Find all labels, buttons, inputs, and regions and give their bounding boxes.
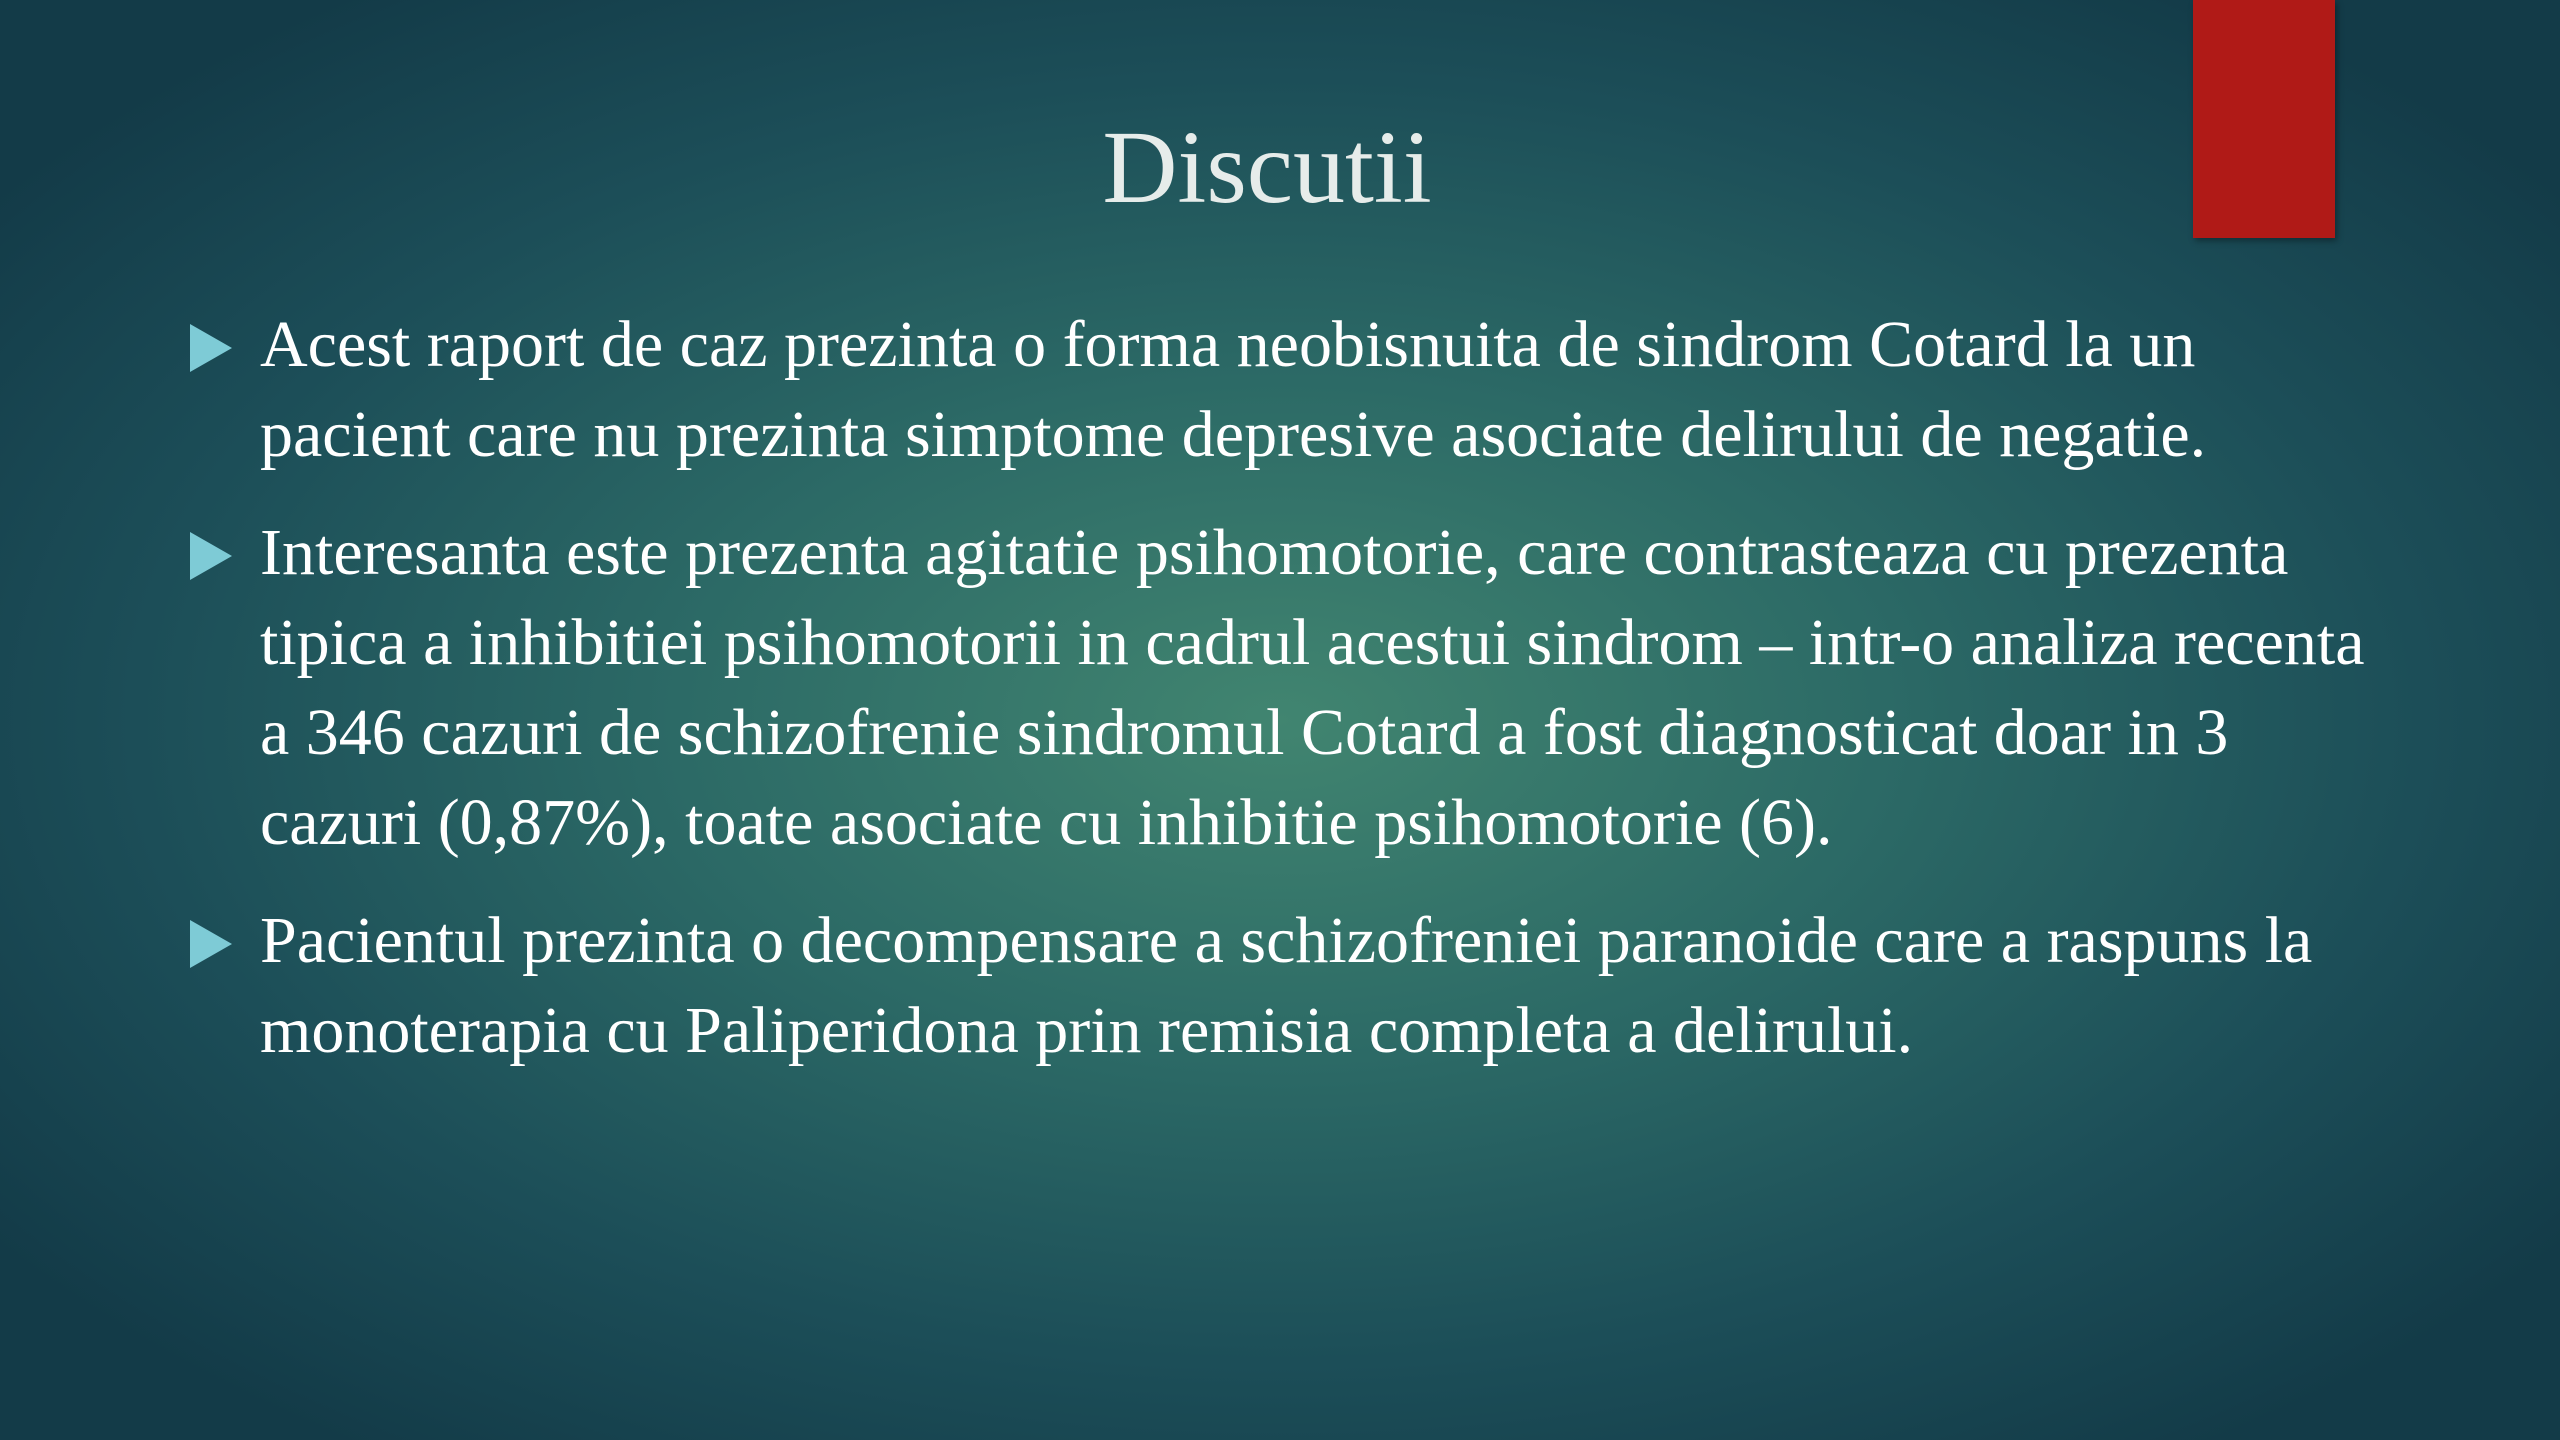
bullet-list: [190, 300, 2370, 1104]
triangle-right-icon: [190, 532, 232, 580]
bullet-item: [190, 508, 2370, 868]
bullet-item: [190, 896, 2370, 1076]
bullet-item: [190, 300, 2370, 480]
bullet-text: Interesanta este prezenta agitatie psihomotorie, care contrasteaza cu prezenta tipica a inhibitiei psihomotorii in cadrul acestui sindrom – intr-o analiza recenta a 346 cazuri de schizofrenie sindromul Cotard a fost diagnosticat doar in 3 cazuri (0,87%), toate asociate cu inhibitie psihomotorie (6).: [260, 516, 2365, 859]
triangle-right-icon: [190, 920, 232, 968]
bullet-text: Acest raport de caz prezinta o forma neobisnuita de sindrom Cotard la un pacient care nu prezinta simptome depresive asociate delirului de negatie.: [260, 308, 2207, 471]
slide-title: Discutii: [1102, 110, 1432, 225]
bullet-text: Pacientul prezinta o decompensare a schizofreniei paranoide care a raspuns la monoterapia cu Paliperidona prin remisia completa a delirului.: [260, 904, 2313, 1067]
triangle-right-icon: [190, 324, 232, 372]
